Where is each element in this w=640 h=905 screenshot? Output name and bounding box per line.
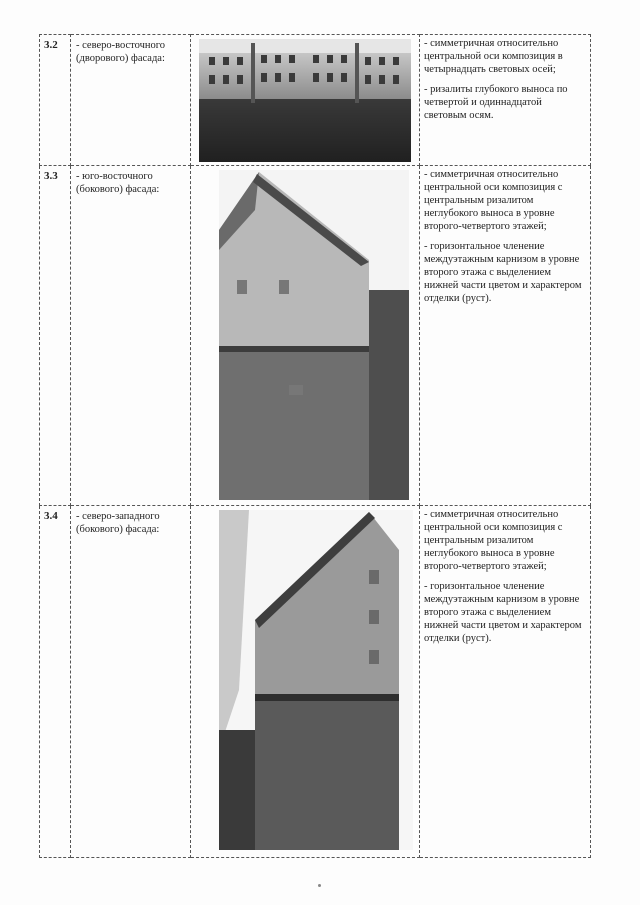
description-item: - горизонтальное членение междуэтажным карнизом в уровне второго этажа с выделением нижней части цветом и характером отделки (руст). [424, 241, 582, 304]
facade-name: - юго-восточного (бокового) фасада: [71, 166, 191, 506]
table-row [40, 506, 591, 858]
facade-photo-cell [191, 35, 420, 166]
table-row [40, 35, 591, 166]
southeast-facade-photo [219, 170, 409, 500]
facade-photo-cell [191, 166, 420, 506]
facade-description [420, 35, 591, 166]
row-number: 3.3 [40, 166, 71, 506]
row-number: 3.4 [40, 506, 71, 858]
courtyard-facade-photo [199, 39, 411, 162]
table-row [40, 166, 591, 506]
description-item: - симметричная относительно центральной оси композиция с центральным ризалитом неглубокого выноса в уровне второго-четвертого этажей; [424, 169, 563, 232]
northwest-facade-photo [219, 510, 413, 850]
page-mark [318, 884, 321, 887]
facade-name: - северо-западного (бокового) фасада: [71, 506, 191, 858]
facade-photo-cell [191, 506, 420, 858]
facade-description [420, 166, 591, 506]
facade-description [420, 506, 591, 858]
description-item: - горизонтальное членение междуэтажным карнизом в уровне второго этажа с выделением нижней части цветом и характером отделки (руст). [424, 581, 582, 644]
description-item: - симметричная относительно центральной оси композиция в четырнадцать световых осей; [424, 38, 563, 75]
description-item: - ризалиты глубокого выноса по четвертой и одиннадцатой световым осям. [424, 84, 568, 121]
row-number: 3.2 [40, 35, 71, 166]
facade-name: - северо-восточного (дворового) фасада: [71, 35, 191, 166]
description-item: - симметричная относительно центральной оси композиция с центральным ризалитом неглубокого выноса в уровне второго-четвертого этажей; [424, 509, 563, 572]
facade-table [39, 34, 591, 858]
